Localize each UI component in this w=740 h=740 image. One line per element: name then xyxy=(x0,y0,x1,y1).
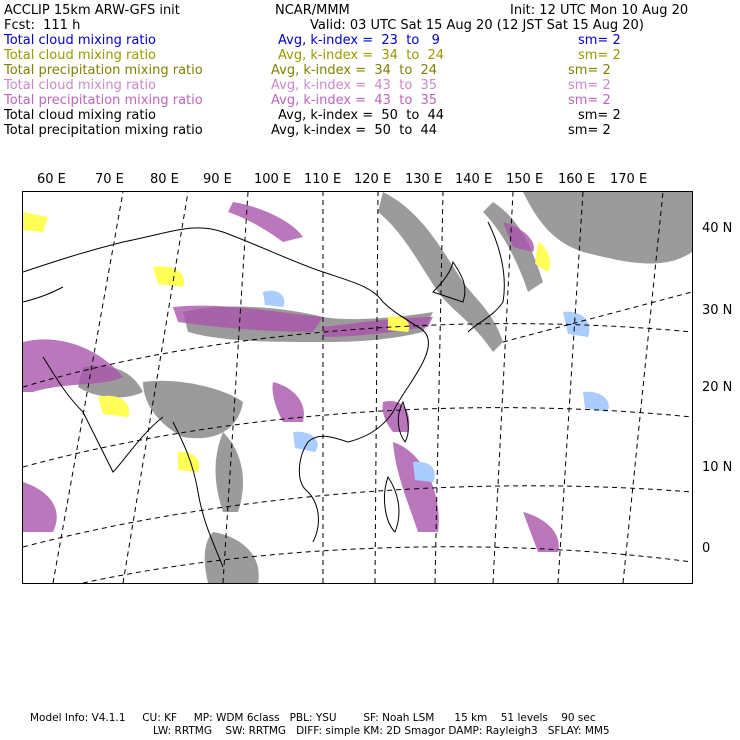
field-smoothing: sm= 2 xyxy=(568,63,611,78)
map-plot xyxy=(23,192,692,583)
latitude-label: 30 N xyxy=(702,303,733,318)
longitude-label: 60 E xyxy=(37,172,66,187)
field-smoothing: sm= 2 xyxy=(578,33,621,48)
field-name: Total precipitation mixing ratio xyxy=(4,63,203,78)
forecast-hour: Fcst: 111 h xyxy=(4,18,81,33)
model-info-line2: LW: RRTMG SW: RRTMG DIFF: simple KM: 2D Smagor DAMP: Rayleigh3 SFLAY: MM5 xyxy=(153,725,610,737)
init-time: Init: 12 UTC Mon 10 Aug 20 xyxy=(510,3,689,18)
field-k-index-range: Avg, k-index = 43 to 35 xyxy=(271,78,438,93)
field-smoothing: sm= 2 xyxy=(568,93,611,108)
field-k-index-range: Avg, k-index = 43 to 35 xyxy=(271,93,438,108)
longitude-label: 80 E xyxy=(150,172,179,187)
field-k-index-range: Avg, k-index = 50 to 44 xyxy=(278,108,445,123)
longitude-label: 170 E xyxy=(610,172,648,187)
field-smoothing: sm= 2 xyxy=(578,108,621,123)
field-smoothing: sm= 2 xyxy=(568,78,611,93)
longitude-label: 160 E xyxy=(558,172,596,187)
cloud-field-gray xyxy=(78,192,692,583)
field-name: Total cloud mixing ratio xyxy=(4,48,157,63)
map-panel xyxy=(22,191,693,584)
precip-field-purple xyxy=(23,202,559,552)
field-name: Total cloud mixing ratio xyxy=(4,33,157,48)
valid-time: Valid: 03 UTC Sat 15 Aug 20 (12 JST Sat 15 Aug 20) xyxy=(310,18,644,33)
field-k-index-range: Avg, k-index = 34 to 24 xyxy=(278,48,445,63)
latitude-label: 0 xyxy=(702,541,711,556)
field-name: Total cloud mixing ratio xyxy=(4,108,157,123)
longitude-label: 130 E xyxy=(405,172,443,187)
latitude-label: 20 N xyxy=(702,380,733,395)
longitude-label: 110 E xyxy=(304,172,342,187)
longitude-label: 70 E xyxy=(95,172,124,187)
longitude-label: 150 E xyxy=(506,172,544,187)
field-smoothing: sm= 2 xyxy=(568,123,611,138)
field-k-index-range: Avg, k-index = 34 to 24 xyxy=(271,63,438,78)
cloud-field-yellow xyxy=(23,212,550,472)
field-name: Total precipitation mixing ratio xyxy=(4,123,203,138)
longitude-label: 140 E xyxy=(455,172,493,187)
longitude-label: 100 E xyxy=(254,172,292,187)
longitude-label: 90 E xyxy=(203,172,232,187)
field-smoothing: sm= 2 xyxy=(578,48,621,63)
field-k-index-range: Avg, k-index = 50 to 44 xyxy=(271,123,438,138)
latitude-label: 40 N xyxy=(702,221,733,236)
org-label: NCAR/MMM xyxy=(275,3,350,18)
field-name: Total precipitation mixing ratio xyxy=(4,93,203,108)
field-k-index-range: Avg, k-index = 23 to 9 xyxy=(278,33,440,48)
model-info-line1: Model Info: V4.1.1 CU: KF MP: WDM 6class PBL: YSU SF: Noah LSM 15 km 51 levels 90 sec xyxy=(30,712,596,724)
field-name: Total cloud mixing ratio xyxy=(4,78,157,93)
latitude-label: 10 N xyxy=(702,460,733,475)
longitude-label: 120 E xyxy=(354,172,392,187)
model-title: ACCLIP 15km ARW-GFS init xyxy=(4,3,180,18)
